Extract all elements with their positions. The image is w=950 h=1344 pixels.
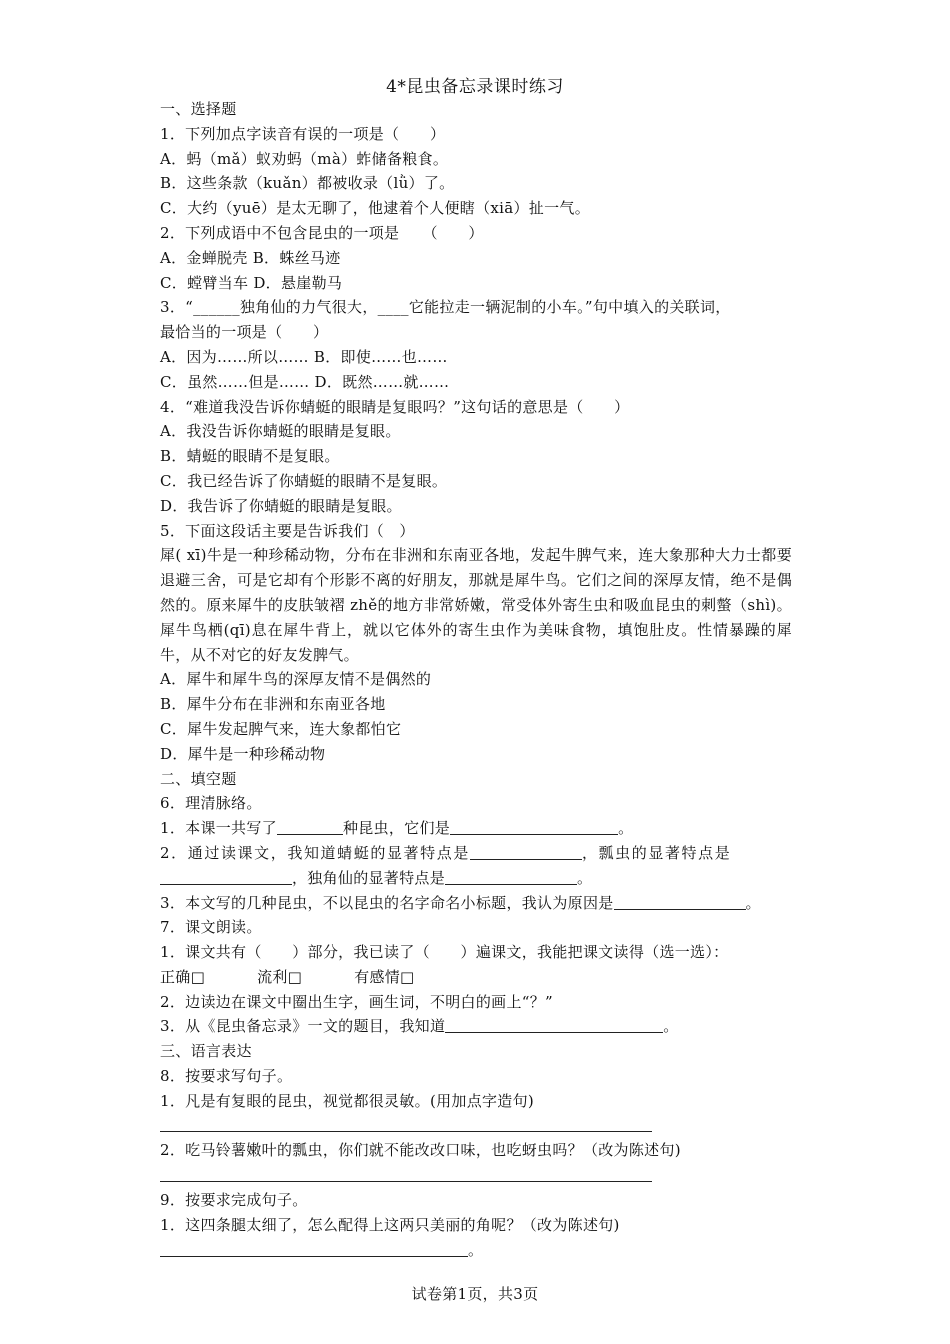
q6-item-3: 3．本文写的几种昆虫，不以昆虫的名字命名小标题，我认为原因是 。 [160, 893, 761, 912]
section-heading: 二、填空题 [160, 769, 237, 788]
q2-options-ab: A．金蝉脱壳 B．蛛丝马迹 [160, 248, 341, 267]
q1-option-c: C．大约（yuē）是太无聊了，他逮着个人便瞎（xiā）扯一气。 [160, 199, 590, 218]
q4-option-b: B．蜻蜓的眼睛不是复眼。 [160, 447, 340, 466]
q7-item-3: 3．从《昆虫备忘录》一文的题目，我知道 。 [160, 1017, 679, 1036]
q8-item-2: 2．吃马铃薯嫩叶的瓢虫，你们就不能改改口味，也吃蚜虫吗？（改为陈述句) [160, 1141, 681, 1160]
answer-blank[interactable] [445, 870, 577, 885]
page-footer: 试卷第1页，共3页 [411, 1285, 539, 1303]
q1-option-a: A．蚂（mǎ）蚁劝蚂（mà）蚱储备粮食。 [160, 149, 449, 168]
q5-option-d: D．犀牛是一种珍稀动物 [160, 744, 326, 763]
checkbox-emotional[interactable]: 有感情□ [354, 967, 415, 986]
q1-option-b: B．这些条款（kuǎn）都被收录（lǜ）了。 [160, 174, 455, 193]
question-4: 4．“难道我没告诉你蜻蜓的眼睛是复眼吗？”这句话的意思是（ ） [160, 397, 630, 416]
q2-options-cd: C．螳臂当车 D．悬崖勒马 [160, 273, 343, 292]
q6-item-2-cont: ，独角仙的显著特点是 。 [160, 866, 792, 891]
answer-blank[interactable] [277, 820, 343, 835]
answer-blank[interactable] [160, 1242, 468, 1257]
q9-item-1-answer: 。 [160, 1238, 792, 1263]
q4-option-d: D．我告诉了你蜻蜓的眼睛是复眼。 [160, 496, 402, 515]
page-title: 4*昆虫备忘录课时练习 [386, 77, 564, 97]
section-heading: 一、选择题 [160, 100, 237, 118]
question-3-cont: 最恰当的一项是（ ） [160, 323, 329, 342]
question-3: 3．“______独角仙的力气很大，____它能拉走一辆泥制的小车。”句中填入的关联词， [160, 298, 731, 317]
question-6: 6．理清脉络。 [160, 794, 262, 813]
answer-blank[interactable] [445, 1018, 663, 1033]
question-2: 2．下列成语中不包含昆虫的一项是 （ ） [160, 223, 484, 242]
question-5: 5．下面这段话主要是告诉我们（ ） [160, 521, 415, 540]
checkbox-correct[interactable]: 正确□ [160, 967, 206, 986]
q5-passage: 犀( xī)牛是一种珍稀动物，分布在非洲和东南亚各地，发起牛脾气来，连大象那种大力士都要退避三舍，可是它却有个形影不离的好朋友，那就是犀牛鸟。它们之间的深厚友情，绝不是偶然的。原来犀牛的皮肤皱褶 zhě的地方非常娇嫩，常受体外寄生虫和吸血昆虫的刺螫（shì)。犀牛鸟栖(qī)息在犀牛背上，就以它体外的寄生虫作为美味食物，填饱肚皮。性情暴躁的犀牛，从不对它的好友发脾气。 [160, 546, 792, 664]
answer-blank[interactable] [614, 895, 746, 910]
answer-line[interactable] [160, 1114, 792, 1139]
q9-item-1: 1．这四条腿太细了，怎么配得上这两只美丽的角呢？（改为陈述句) [160, 1215, 620, 1234]
q5-option-c: C．犀牛发起脾气来，连大象都怕它 [160, 719, 402, 738]
question-8: 8．按要求写句子。 [160, 1067, 293, 1086]
question-1: 1．下列加点字读音有误的一项是（ ） [160, 124, 446, 143]
q3-options-ab: A．因为……所以…… B．即使……也…… [160, 347, 448, 366]
answer-line[interactable] [160, 1163, 792, 1188]
answer-blank[interactable] [160, 870, 292, 885]
q6-item-2: 2．通过读课文，我知道蜻蜓的显著特点是 ，瓢虫的显著特点是 [160, 843, 732, 862]
exercise-content [160, 97, 792, 1262]
q7-item-1: 1．课文共有（ ）部分，我已读了（ ）遍课文，我能把课文读得（选一选）： [160, 943, 729, 962]
q7-choices [160, 965, 792, 990]
question-9: 9．按要求完成句子。 [160, 1191, 308, 1210]
q4-option-c: C．我已经告诉了你蜻蜓的眼睛不是复眼。 [160, 471, 448, 490]
q6-item-1: 1．本课一共写了 种昆虫，它们是 。 [160, 819, 634, 838]
answer-blank[interactable] [450, 820, 618, 835]
answer-blank[interactable] [470, 845, 582, 860]
section-heading: 三、语言表达 [160, 1042, 252, 1061]
q3-options-cd: C．虽然……但是…… D．既然……就…… [160, 372, 450, 391]
checkbox-fluent[interactable]: 流利□ [257, 967, 303, 986]
q8-item-1: 1．凡是有复眼的昆虫，视觉都很灵敏。(用加点字造句) [160, 1091, 535, 1110]
q7-item-2: 2．边读边在课文中圈出生字，画生词，不明白的画上“？” [160, 992, 553, 1011]
question-7: 7．课文朗读。 [160, 918, 262, 937]
q4-option-a: A．我没告诉你蜻蜓的眼睛是复眼。 [160, 422, 401, 441]
q5-option-b: B．犀牛分布在非洲和东南亚各地 [160, 695, 386, 714]
q5-option-a: A．犀牛和犀牛鸟的深厚友情不是偶然的 [160, 670, 432, 689]
